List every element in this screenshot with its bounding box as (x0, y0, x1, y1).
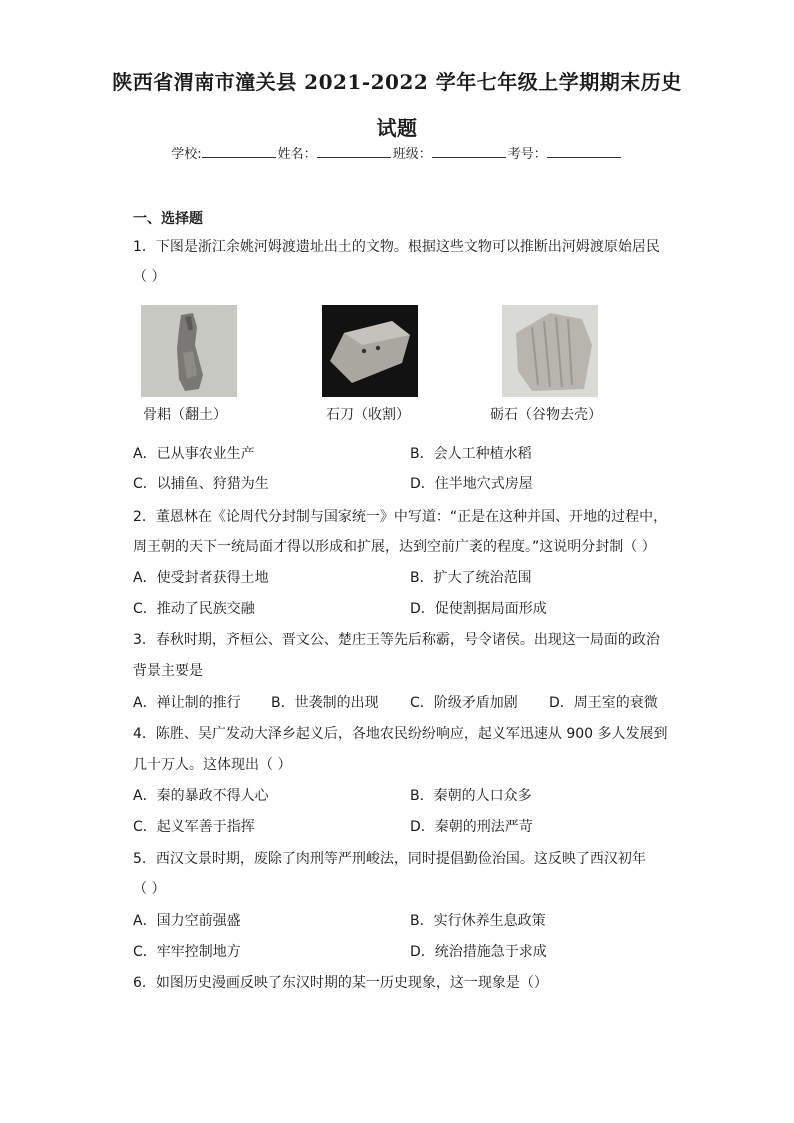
q5-stem-line1: 5．西汉文景时期，废除了肉刑等严刑峻法，同时提倡勤俭治国。这反映了西汉初年 (133, 851, 646, 867)
exam-title-line2: 试题 (376, 116, 418, 140)
name-label: 姓名： (277, 147, 317, 162)
q4-stem-line2: 几十万人。这体现出（ ） (133, 757, 292, 773)
q4-option-c: C．起义军善于指挥 (133, 819, 255, 835)
bone-spade-photo (141, 305, 237, 397)
q1-option-a: A．已从事农业生产 (133, 446, 255, 462)
exam-title-line1: 陕西省渭南市潼关县 2021-2022 学年七年级上学期期末历史 (112, 70, 682, 94)
q3-option-b: B．世袭制的出现 (271, 695, 379, 711)
q5-option-d: D．统治措施急于求成 (410, 944, 547, 960)
q2-stem-line1: 2．董恩林在《论周代分封制与国家统一》中写道：“正是在这种并国、开地的过程中， (133, 509, 668, 525)
grinding-stone-photo (502, 305, 598, 397)
q4-option-d: D．秦朝的刑法严苛 (410, 819, 533, 835)
school-blank (202, 145, 276, 158)
q2-stem-line2: 周王朝的天下一统局面才得以形成和扩展，达到空前广袤的程度。”这说明分封制（ ） (133, 539, 656, 555)
class-label: 班级： (392, 147, 432, 162)
q2-option-d: D．促使割据局面形成 (410, 601, 547, 617)
stone-knife-photo (322, 305, 418, 397)
q3-stem-line1: 3．春秋时期，齐桓公、晋文公、楚庄王等先后称霸，号令诸侯。出现这一局面的政治 (133, 632, 660, 648)
caption-grinding-stone: 砺石（谷物去壳） (490, 407, 602, 423)
q5-stem-line2: （ ） (133, 881, 166, 897)
class-blank (432, 145, 506, 158)
q1-stem-line2: （ ） (133, 269, 166, 285)
q3-stem-line2: 背景主要是 (133, 663, 203, 679)
number-label: 考号： (507, 147, 547, 162)
q1-option-d: D．住半地穴式房屋 (410, 476, 533, 492)
q1-stem-line1: 1．下图是浙江余姚河姆渡遗址出土的文物。根据这些文物可以推断出河姆渡原始居民 (133, 239, 660, 255)
number-blank (547, 145, 621, 158)
name-blank (317, 145, 391, 158)
caption-bone-spade: 骨耜（翻土） (143, 407, 227, 423)
q1-option-c: C．以捕鱼、狩猎为生 (133, 476, 269, 492)
q4-option-a: A．秦的暴政不得人心 (133, 788, 269, 804)
q3-option-c: C．阶级矛盾加剧 (410, 695, 518, 711)
q1-option-b: B．会人工种植水稻 (410, 446, 532, 462)
q2-option-c: C．推动了民族交融 (133, 601, 255, 617)
q4-option-b: B．秦朝的人口众多 (410, 788, 532, 804)
q3-option-a: A．禅让制的推行 (133, 695, 241, 711)
student-info-row (0, 143, 794, 162)
q5-option-c: C．牢牢控制地方 (133, 944, 241, 960)
school-label: 学校: (171, 147, 202, 162)
section-title: 一、选择题 (133, 211, 203, 227)
q5-option-a: A．国力空前强盛 (133, 913, 241, 929)
q6-stem-line1: 6．如图历史漫画反映了东汉时期的某一历史现象，这一现象是（） (133, 975, 548, 991)
q2-option-a: A．使受封者获得土地 (133, 570, 269, 586)
q2-option-b: B．扩大了统治范围 (410, 570, 532, 586)
q4-stem-line1: 4．陈胜、吴广发动大泽乡起义后，各地农民纷纷响应，起义军迅速从 900 多人发展到 (133, 726, 668, 742)
q5-option-b: B．实行休养生息政策 (410, 913, 546, 929)
caption-stone-knife: 石刀（收割） (326, 407, 410, 423)
q3-option-d: D．周王室的衰微 (549, 695, 658, 711)
